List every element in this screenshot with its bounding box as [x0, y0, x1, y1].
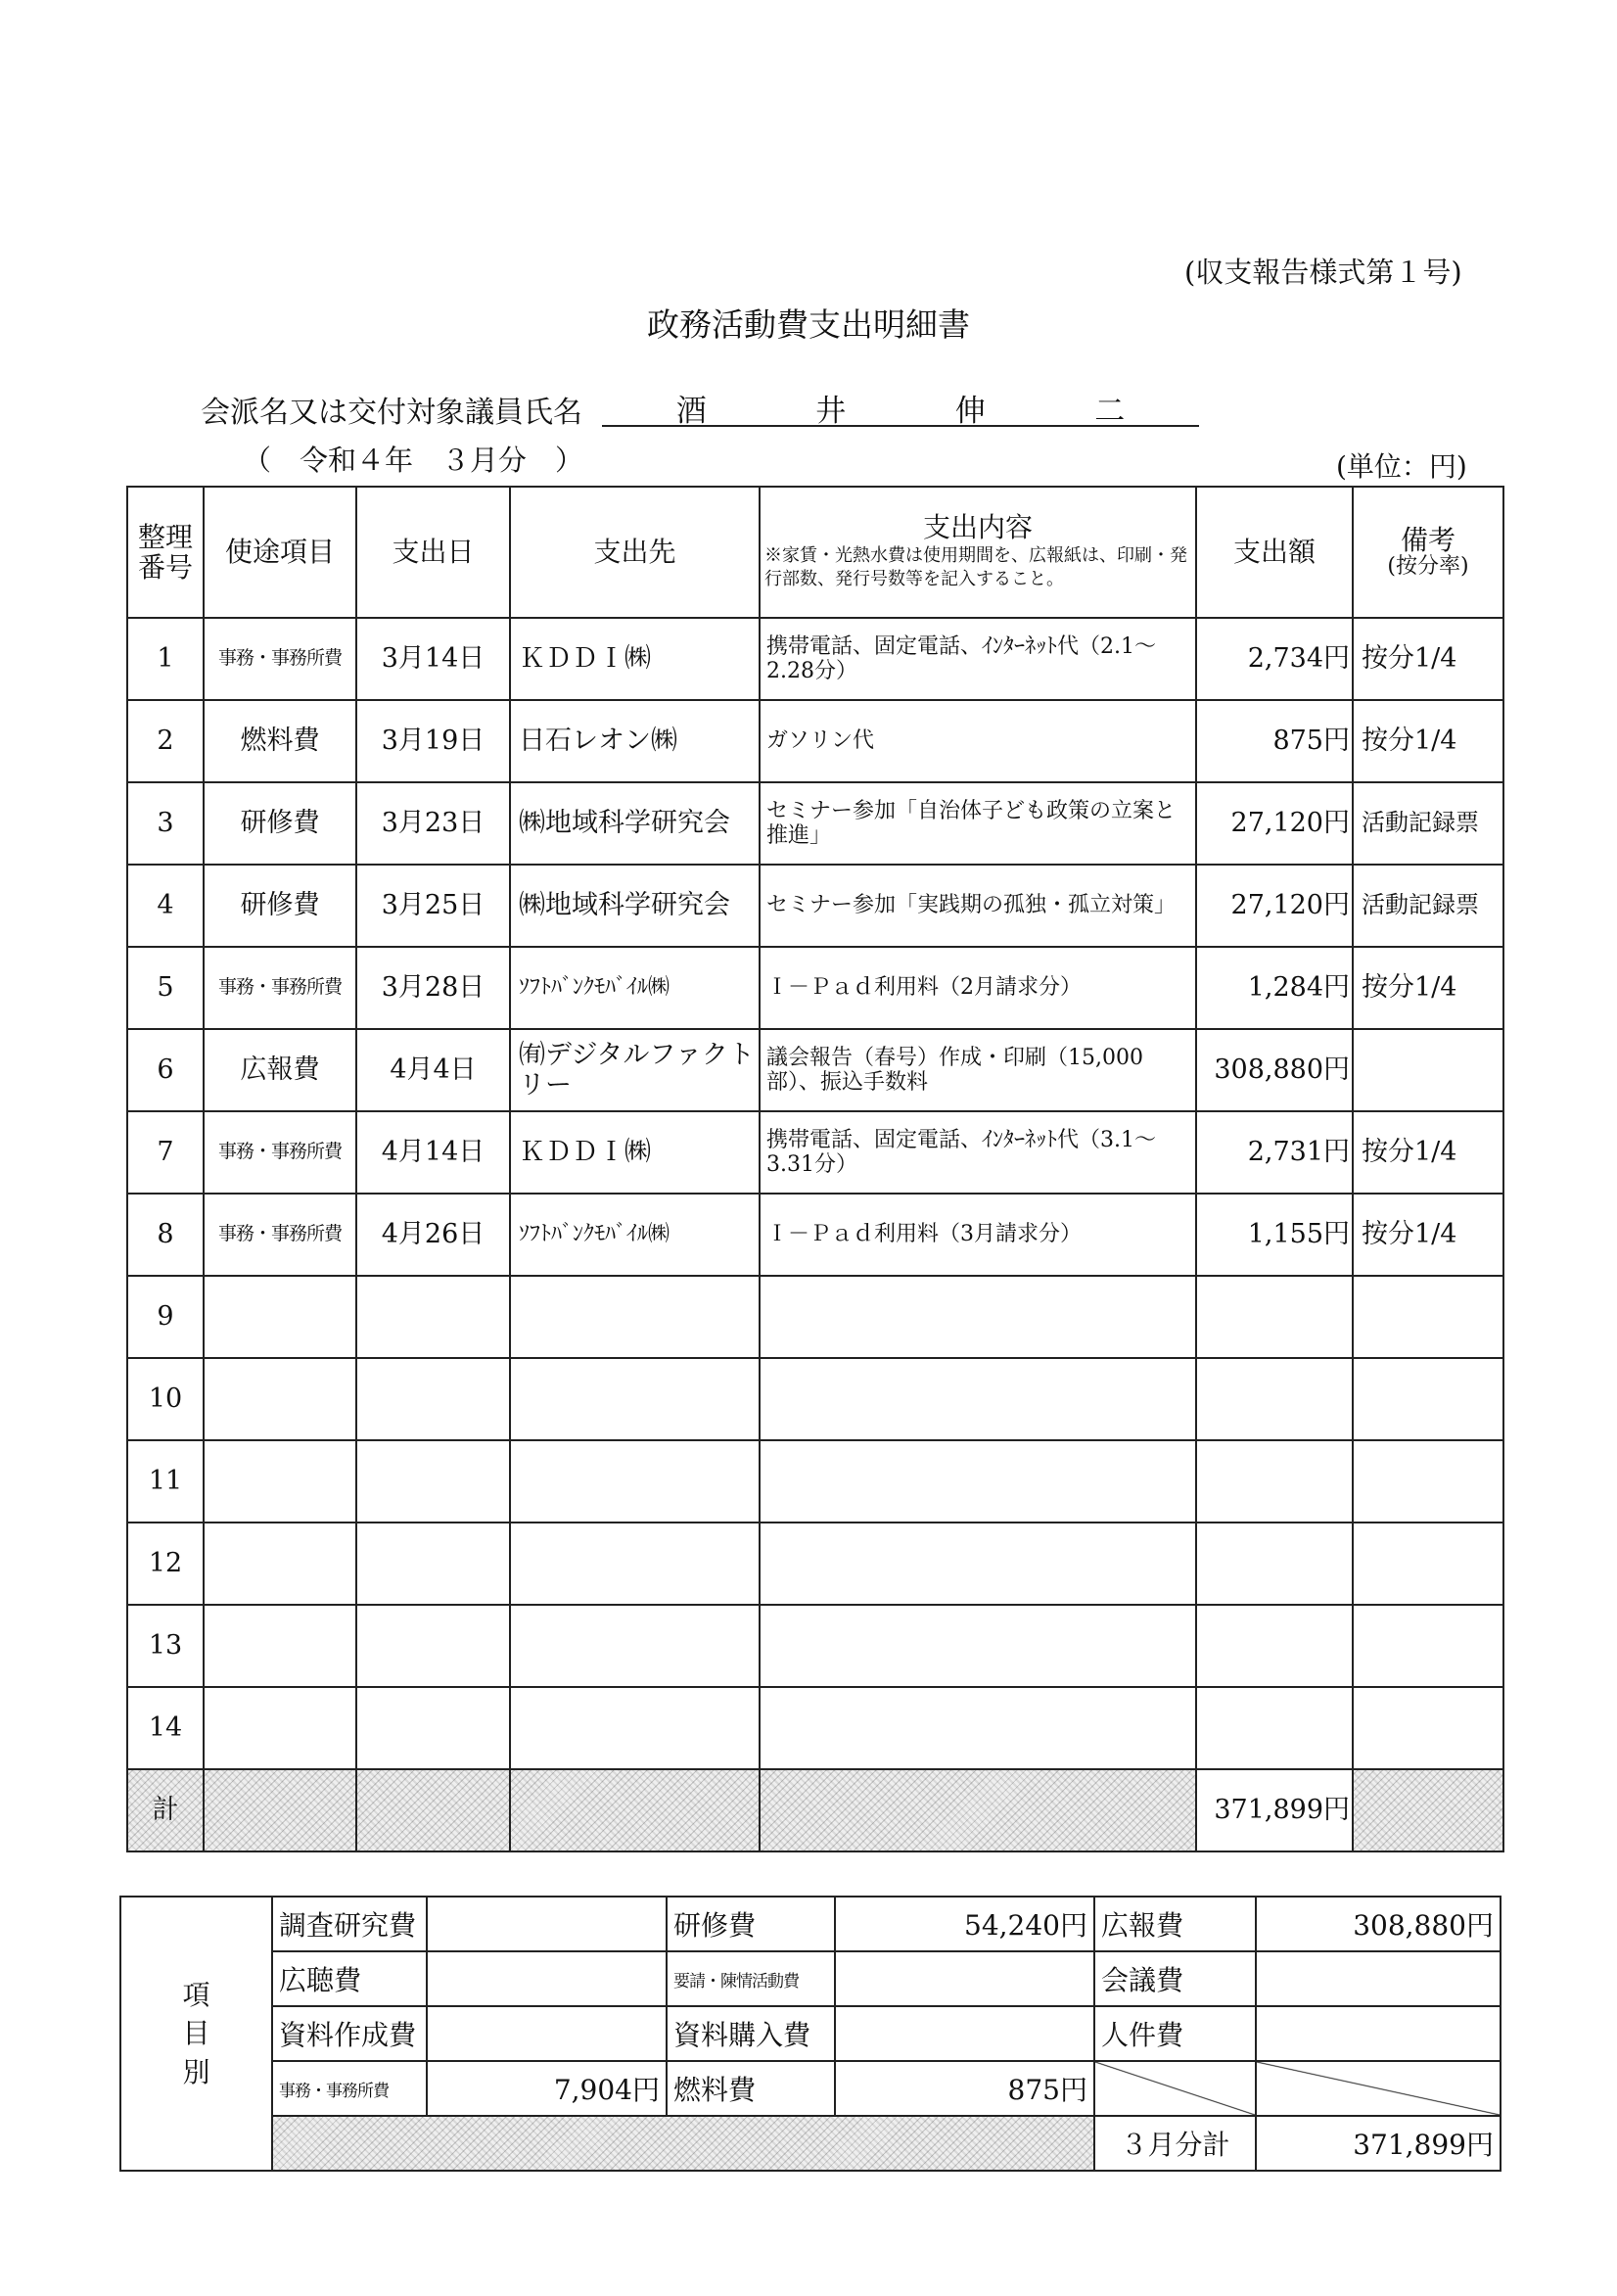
row-amount	[1196, 1687, 1353, 1769]
row-category: 研修費	[204, 865, 356, 947]
total-shade	[204, 1769, 356, 1851]
row-remarks	[1353, 1029, 1503, 1111]
row-amount	[1196, 1523, 1353, 1605]
row-remarks: 按分1/4	[1353, 618, 1503, 700]
table-row	[127, 1276, 1503, 1358]
total-shade	[760, 1769, 1196, 1851]
row-amount	[1196, 1440, 1353, 1523]
row-payee: ＫＤＤＩ㈱	[510, 618, 760, 700]
table-row	[127, 865, 1503, 947]
table-row	[127, 947, 1503, 1029]
row-date: 3月19日	[356, 700, 510, 782]
row-no: 8	[127, 1194, 204, 1276]
kenshu-label: 研修費	[667, 1897, 835, 1951]
row-category	[204, 1358, 356, 1440]
shiryo-sakusei-value	[427, 2006, 667, 2061]
row-category: 事務・事務所費	[204, 1194, 356, 1276]
table-row	[127, 618, 1503, 700]
koho-value: 308,880円	[1256, 1897, 1501, 1951]
form-number: (収支報告様式第１号)	[1184, 256, 1462, 289]
row-remarks	[1353, 1276, 1503, 1358]
table-row	[127, 1194, 1503, 1276]
chosa-label: 調査研究費	[272, 1897, 427, 1951]
row-payee: ＫＤＤＩ㈱	[510, 1111, 760, 1194]
row-no: 5	[127, 947, 204, 1029]
total-shade	[510, 1769, 760, 1851]
diagonal-cell	[1256, 2061, 1501, 2116]
header-no: 整理番号	[127, 487, 204, 618]
row-payee: ㈲デジタルファクトリー	[510, 1029, 760, 1111]
row-date	[356, 1276, 510, 1358]
row-content	[760, 1440, 1196, 1523]
summary-row	[120, 2061, 1501, 2116]
row-amount: 875円	[1196, 700, 1353, 782]
header-content: 支出内容 ※家賃・光熱水費は使用期間を、広報紙は、印刷・発行部数、発行号数等を記入すること。	[760, 487, 1196, 618]
header-payee: 支出先	[510, 487, 760, 618]
total-shade	[356, 1769, 510, 1851]
table-row	[127, 1111, 1503, 1194]
row-content: セミナー参加「自治体子ども政策の立案と推進」	[760, 782, 1196, 865]
jinken-label: 人件費	[1094, 2006, 1256, 2061]
diagonal-cell	[1094, 2061, 1256, 2116]
row-content: セミナー参加「実践期の孤独・孤立対策」	[760, 865, 1196, 947]
page-title: 政務活動費支出明細書	[647, 305, 970, 344]
total-row	[127, 1769, 1503, 1851]
header-amount: 支出額	[1196, 487, 1353, 618]
row-no: 9	[127, 1276, 204, 1358]
row-category: 研修費	[204, 782, 356, 865]
table-row	[127, 782, 1503, 865]
member-name-char: 酒	[675, 394, 707, 429]
row-no: 3	[127, 782, 204, 865]
jimu-value: 7,904円	[427, 2061, 667, 2116]
member-name-char: 井	[815, 394, 847, 429]
jinken-value	[1256, 2006, 1501, 2061]
member-name	[602, 386, 1199, 427]
summary-row	[120, 1897, 1501, 1951]
row-no: 10	[127, 1358, 204, 1440]
kocho-label: 広聴費	[272, 1951, 427, 2006]
row-payee	[510, 1605, 760, 1687]
row-remarks	[1353, 1605, 1503, 1687]
row-payee	[510, 1687, 760, 1769]
koho-label: 広報費	[1094, 1897, 1256, 1951]
row-remarks: 活動記録票	[1353, 865, 1503, 947]
row-no: 12	[127, 1523, 204, 1605]
row-remarks: 按分1/4	[1353, 1111, 1503, 1194]
row-category: 燃料費	[204, 700, 356, 782]
total-amount: 371,899円	[1196, 1769, 1353, 1851]
row-no: 1	[127, 618, 204, 700]
row-content: 携帯電話、固定電話、ｲﾝﾀｰﾈｯﾄ代（2.1～2.28分）	[760, 618, 1196, 700]
row-remarks: 按分1/4	[1353, 1194, 1503, 1276]
row-content	[760, 1687, 1196, 1769]
shiryo-sakusei-label: 資料作成費	[272, 2006, 427, 2061]
unit-label: (単位：円)	[1336, 450, 1467, 483]
summary-row	[120, 2116, 1501, 2171]
row-amount: 1,284円	[1196, 947, 1353, 1029]
row-amount: 308,880円	[1196, 1029, 1353, 1111]
summary-table	[119, 1896, 1502, 2172]
row-category	[204, 1687, 356, 1769]
nenryo-label: 燃料費	[667, 2061, 835, 2116]
row-remarks	[1353, 1440, 1503, 1523]
table-row	[127, 1029, 1503, 1111]
row-no: 6	[127, 1029, 204, 1111]
row-date: 4月14日	[356, 1111, 510, 1194]
row-amount: 27,120円	[1196, 782, 1353, 865]
header-content-note: ※家賃・光熱水費は使用期間を、広報紙は、印刷・発行部数、発行号数等を記入すること。	[764, 545, 1187, 589]
row-content: Ｉ－Ｐａｄ利用料（2月請求分）	[760, 947, 1196, 1029]
row-category: 広報費	[204, 1029, 356, 1111]
shiryo-konyu-value	[835, 2006, 1094, 2061]
jimu-label: 事務・事務所費	[272, 2061, 427, 2116]
row-no: 2	[127, 700, 204, 782]
row-no: 7	[127, 1111, 204, 1194]
row-no: 13	[127, 1605, 204, 1687]
row-payee: ｿﾌﾄﾊﾞﾝｸﾓﾊﾞｲﾙ㈱	[510, 1194, 760, 1276]
table-header-row	[127, 487, 1503, 618]
row-content: 議会報告（春号）作成・印刷（15,000部）、振込手数料	[760, 1029, 1196, 1111]
row-remarks	[1353, 1687, 1503, 1769]
table-row	[127, 1687, 1503, 1769]
row-payee	[510, 1523, 760, 1605]
chosa-value	[427, 1897, 667, 1951]
table-row	[127, 1440, 1503, 1523]
row-category: 事務・事務所費	[204, 1111, 356, 1194]
row-content	[760, 1276, 1196, 1358]
row-date	[356, 1605, 510, 1687]
row-category	[204, 1523, 356, 1605]
row-amount: 2,731円	[1196, 1111, 1353, 1194]
total-label: 計	[127, 1769, 204, 1851]
member-name-char: 二	[1094, 394, 1126, 429]
row-category: 事務・事務所費	[204, 618, 356, 700]
table-row	[127, 1605, 1503, 1687]
row-amount: 27,120円	[1196, 865, 1353, 947]
total-shade	[1353, 1769, 1503, 1851]
row-remarks: 活動記録票	[1353, 782, 1503, 865]
row-date: 3月14日	[356, 618, 510, 700]
summary-row	[120, 2006, 1501, 2061]
kenshu-value: 54,240円	[835, 1897, 1094, 1951]
row-amount	[1196, 1276, 1353, 1358]
kaigi-value	[1256, 1951, 1501, 2006]
row-amount	[1196, 1358, 1353, 1440]
row-date	[356, 1440, 510, 1523]
row-payee: ㈱地域科学研究会	[510, 865, 760, 947]
row-date: 3月23日	[356, 782, 510, 865]
row-content: 携帯電話、固定電話、ｲﾝﾀｰﾈｯﾄ代（3.1～3.31分）	[760, 1111, 1196, 1194]
row-payee	[510, 1358, 760, 1440]
yosei-value	[835, 1951, 1094, 2006]
row-category	[204, 1605, 356, 1687]
row-content	[760, 1523, 1196, 1605]
yosei-label: 要請・陳情活動費	[667, 1951, 835, 2006]
row-date: 4月4日	[356, 1029, 510, 1111]
month-total-value: 371,899円	[1256, 2116, 1501, 2171]
row-no: 4	[127, 865, 204, 947]
row-amount: 2,734円	[1196, 618, 1353, 700]
header-remarks: 備考 (按分率)	[1353, 487, 1503, 618]
row-payee	[510, 1276, 760, 1358]
table-row	[127, 1358, 1503, 1440]
row-category	[204, 1276, 356, 1358]
row-content	[760, 1605, 1196, 1687]
row-category	[204, 1440, 356, 1523]
summary-shade	[272, 2116, 1094, 2171]
header-category: 使途項目	[204, 487, 356, 618]
table-row	[127, 700, 1503, 782]
shiryo-konyu-label: 資料購入費	[667, 2006, 835, 2061]
nenryo-value: 875円	[835, 2061, 1094, 2116]
summary-side-label: 項 目 別	[120, 1897, 272, 2171]
kaigi-label: 会議費	[1094, 1951, 1256, 2006]
member-name-char: 伸	[954, 394, 986, 429]
expense-table	[126, 486, 1504, 1852]
row-date: 3月25日	[356, 865, 510, 947]
row-date: 3月28日	[356, 947, 510, 1029]
row-date	[356, 1358, 510, 1440]
row-payee: ㈱地域科学研究会	[510, 782, 760, 865]
row-category: 事務・事務所費	[204, 947, 356, 1029]
row-date	[356, 1687, 510, 1769]
header-date: 支出日	[356, 487, 510, 618]
row-amount	[1196, 1605, 1353, 1687]
name-label: 会派名又は交付対象議員氏名	[201, 396, 582, 430]
row-payee	[510, 1440, 760, 1523]
row-remarks	[1353, 1523, 1503, 1605]
row-content: Ｉ－Ｐａｄ利用料（3月請求分）	[760, 1194, 1196, 1276]
row-no: 11	[127, 1440, 204, 1523]
month-total-label: ３月分計	[1094, 2116, 1256, 2171]
row-no: 14	[127, 1687, 204, 1769]
row-remarks: 按分1/4	[1353, 700, 1503, 782]
table-row	[127, 1523, 1503, 1605]
kocho-value	[427, 1951, 667, 2006]
row-content	[760, 1358, 1196, 1440]
row-content: ガソリン代	[760, 700, 1196, 782]
row-remarks: 按分1/4	[1353, 947, 1503, 1029]
row-date	[356, 1523, 510, 1605]
row-amount: 1,155円	[1196, 1194, 1353, 1276]
row-payee: ｿﾌﾄﾊﾞﾝｸﾓﾊﾞｲﾙ㈱	[510, 947, 760, 1029]
row-payee: 日石レオン㈱	[510, 700, 760, 782]
summary-row	[120, 1951, 1501, 2006]
period: （ 令和４年 ３月分 ）	[243, 444, 584, 477]
row-remarks	[1353, 1358, 1503, 1440]
row-date: 4月26日	[356, 1194, 510, 1276]
